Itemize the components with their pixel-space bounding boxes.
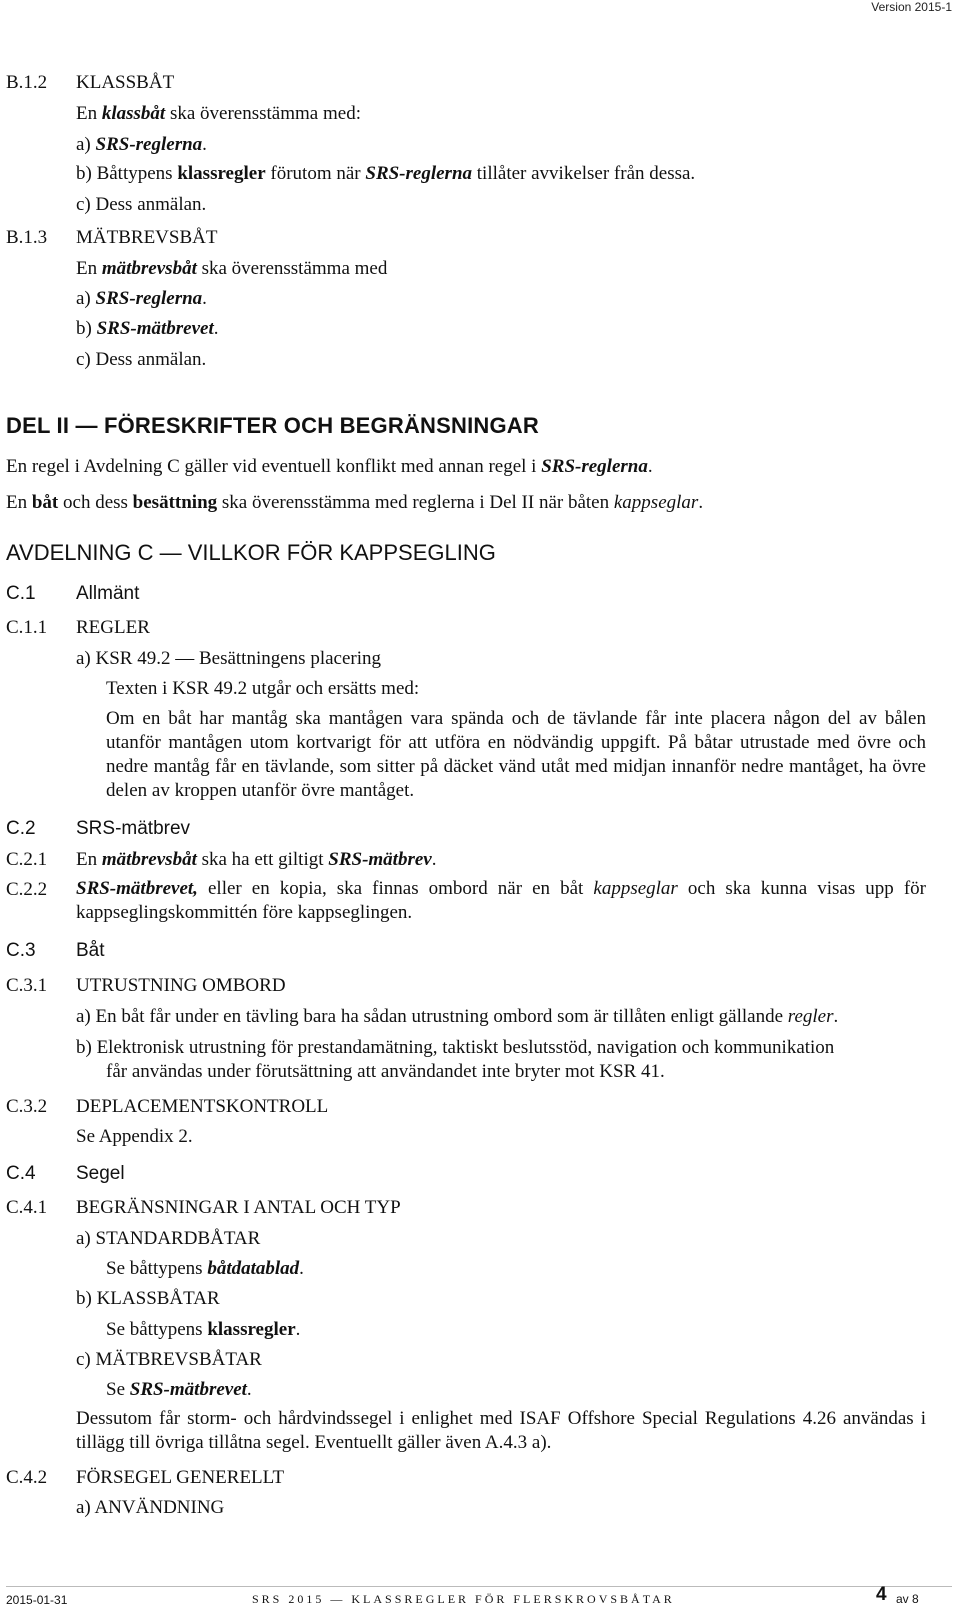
list-item-a: a) SRS-reglerna. [76,288,207,309]
list-item-c: c) Dess anmälan. [76,349,207,370]
section-title: UTRUSTNING OMBORD [76,975,286,996]
section-number: C.4 [6,1163,36,1184]
section-number: C.2.2 [6,879,48,900]
section-number: B.1.3 [6,227,48,248]
section-number: C.1 [6,583,36,604]
list-item-b-cont: får användas under förutsättning att användandet inte bryter mot KSR 41. [106,1061,665,1082]
list-item-b: b) KLASSBÅTAR [76,1288,220,1309]
text-line: Se båttypens klassregler. [106,1319,301,1340]
intro-line: En klassbåt ska överensstämma med: [76,103,361,124]
text-line: Texten i KSR 49.2 utgår och ersätts med: [106,678,420,699]
section-title: Segel [76,1163,125,1184]
intro-line: En mätbrevsbåt ska överensstämma med [76,258,388,279]
list-item-c: c) Dess anmälan. [76,194,207,215]
list-item-b: b) SRS-mätbrevet. [76,318,219,339]
list-item-a: a) STANDARDBÅTAR [76,1228,261,1249]
section-number: C.4.1 [6,1197,48,1218]
section-number: C.3 [6,940,36,961]
list-item-b: b) Elektronisk utrustning för prestandamätning, taktiskt beslutsstöd, navigation och kommunikation [76,1037,835,1058]
section-title: REGLER [76,617,150,638]
footer-rule [6,1586,952,1587]
footer-title: SRS 2015 — KLASSREGLER FÖR FLERSKROVSBÅTAR [252,1592,675,1606]
paragraph: En mätbrevsbåt ska ha ett giltigt SRS-mätbrev. [76,849,437,870]
section-title: KLASSBÅT [76,72,175,93]
paragraph: En regel i Avdelning C gäller vid eventuell konflikt med annan regel i SRS-reglerna. [6,456,653,477]
section-number: C.2 [6,818,36,839]
list-item-a: a) ANVÄNDNING [76,1497,225,1518]
footer-date: 2015-01-31 [6,1593,68,1607]
section-number: C.4.2 [6,1467,48,1488]
section-title: DEPLACEMENTSKONTROLL [76,1096,329,1117]
section-number: C.3.2 [6,1096,48,1117]
list-item-c: c) MÄTBREVSBÅTAR [76,1349,262,1370]
section-number: C.3.1 [6,975,48,996]
text-line: Se Appendix 2. [76,1126,193,1147]
text-line: Se SRS-mätbrevet. [106,1379,252,1400]
section-title: SRS-mätbrev [76,818,191,839]
list-item-a: a) En båt får under en tävling bara ha sådan utrustning ombord som är tillåten enligt gällande regler. [76,1006,839,1027]
quoted-rule: Om en båt har mantåg ska mantågen vara spända och de tävlande får inte placera någon del av bålen utanför mantågen utom kortvarigt för att utföra en nödvändig uppgift. På båtar utrustade med övre och nedre mantåg får en tävlande, som sitter på däcket vänd utåt med midjan innanför nedre mantåget, ha övre delen av kroppen utanför övre mantåget. [106,708,926,801]
list-item-a: a) KSR 49.2 — Besättningens placering [76,648,382,669]
paragraph: Dessutom får storm- och hårdvindssegel i enlighet med ISAF Offshore Special Regulations 4.26 användas i tillägg till övriga tillåtna segel. Eventuellt gäller även A.4.3 a). [76,1408,926,1453]
paragraph: En båt och dess besättning ska överensstämma med reglerna i Del II när båten kappseglar. [6,492,704,513]
paragraph: SRS-mätbrevet, eller en kopia, ska finnas ombord när en båt kappseglar och ska kunna visas upp för kappseglingskommittén före kappseglingen. [76,878,926,923]
section-number: C.2.1 [6,849,48,870]
version-label: Version 2015-1 [871,0,952,14]
section-number: B.1.2 [6,72,48,93]
section-number: C.1.1 [6,617,48,638]
section-title: MÄTBREVSBÅT [76,227,218,248]
text-line: Se båttypens båtdatablad. [106,1258,304,1279]
division-heading: AVDELNING C — VILLKOR FÖR KAPPSEGLING [6,540,496,565]
list-item-a: a) SRS-reglerna. [76,134,207,155]
page-number: 4 [876,1584,887,1605]
section-title: FÖRSEGEL GENERELLT [76,1467,285,1488]
section-title: BEGRÄNSNINGAR I ANTAL OCH TYP [76,1197,401,1218]
section-title: Allmänt [76,583,140,604]
page-total: av 8 [896,1592,919,1606]
part-heading: DEL II — FÖRESKRIFTER OCH BEGRÄNSNINGAR [6,413,539,438]
list-item-b: b) Båttypens klassregler förutom när SRS-reglerna tillåter avvikelser från dessa. [76,163,696,184]
section-title: Båt [76,940,105,961]
